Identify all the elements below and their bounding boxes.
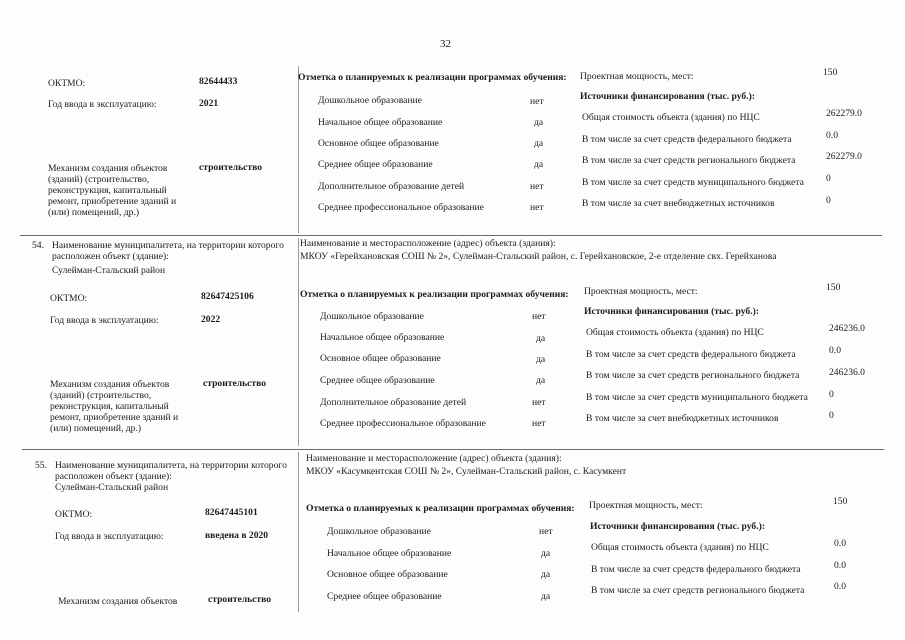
program-mark: нет <box>530 96 544 107</box>
capacity-label: Проектная мощность, мест: <box>580 71 694 82</box>
program-label: Среднее профессиональное образование <box>318 202 484 213</box>
column-divider <box>298 66 299 233</box>
row-divider <box>22 449 884 450</box>
financing-label: В том числе за счет средств муниципального бюджета <box>586 392 808 403</box>
financing-label: В том числе за счет средств регионального бюджета <box>586 370 800 381</box>
object-value: МКОУ «Касумкентская СОШ № 2», Сулейман-Стальский район, с. Касумкент <box>306 466 627 477</box>
record-number: 54. <box>32 240 44 251</box>
financing-value: 262279.0 <box>826 108 862 119</box>
year-value: введена в 2020 <box>205 530 269 541</box>
program-mark: нет <box>539 526 553 537</box>
object-label: Наименование и месторасположение (адрес) объекта (здания): <box>300 238 556 249</box>
financing-value: 262279.0 <box>826 151 862 162</box>
programs-header: Отметка о планируемых к реализации программах обучения: <box>306 503 575 514</box>
financing-label: Общая стоимость объекта (здания) по НЦС <box>582 112 760 123</box>
year-label: Год ввода в эксплуатацию: <box>55 531 164 542</box>
financing-header: Источники финансирования (тыс. руб.): <box>590 521 766 532</box>
financing-value: 246236.0 <box>829 323 865 334</box>
program-mark: да <box>536 333 546 344</box>
program-mark: нет <box>532 418 546 429</box>
program-mark: да <box>536 375 546 386</box>
program-label: Начальное общее образование <box>327 548 452 559</box>
oktmo-label: ОКТМО: <box>48 78 86 89</box>
financing-header: Источники финансирования (тыс. руб.): <box>580 91 756 102</box>
program-mark: да <box>536 354 546 365</box>
financing-label: В том числе за счет средств регионального бюджета <box>591 585 805 596</box>
financing-header: Источники финансирования (тыс. руб.): <box>584 306 760 317</box>
financing-label: В том числе за счет внебюджетных источников <box>586 413 779 424</box>
program-label: Основное общее образование <box>318 138 439 149</box>
financing-label: В том числе за счет средств федерального бюджета <box>582 134 792 145</box>
mechanism-label: Механизм создания объектов (зданий) (строительство, реконструкция, капитальный ремонт, приобретение зданий и (или) помещений, др.) <box>48 163 177 219</box>
capacity-value: 150 <box>823 67 838 78</box>
record-number: 55. <box>35 460 47 471</box>
page-number: 32 <box>440 38 451 50</box>
financing-label: В том числе за счет средств федерального бюджета <box>591 564 801 575</box>
row-divider <box>20 235 882 236</box>
financing-value: 0 <box>826 195 831 206</box>
financing-label: В том числе за счет средств муниципального бюджета <box>582 177 804 188</box>
oktmo-label: ОКТМО: <box>55 509 93 520</box>
municipality-label: Наименование муниципалитета, на территории которого расположен объект (здание): <box>55 460 287 483</box>
oktmo-value: 82647445101 <box>205 507 258 518</box>
programs-header: Отметка о планируемых к реализации программах обучения: <box>300 289 569 300</box>
mechanism-label: Механизм создания объектов (зданий) (строительство, реконструкция, капитальный ремонт, приобретение зданий и (или) помещений, др.) <box>50 379 179 435</box>
municipality-value: Сулейман-Стальский район <box>52 265 166 276</box>
capacity-label: Проектная мощность, мест: <box>589 500 703 511</box>
object-value: МКОУ «Герейхановская СОШ № 2», Сулейман-Стальский район, с. Герейхановское, 2-е отделение свх. Герейханова <box>300 251 777 262</box>
program-mark: нет <box>530 181 544 192</box>
oktmo-label: ОКТМО: <box>50 293 88 304</box>
program-mark: да <box>534 117 544 128</box>
program-mark: нет <box>532 311 546 322</box>
column-divider <box>298 452 299 612</box>
municipality-label: Наименование муниципалитета, на территории которого расположен объект (здание): <box>52 240 284 263</box>
financing-label: В том числе за счет внебюджетных источников <box>582 198 775 209</box>
financing-value: 0.0 <box>834 560 846 571</box>
year-value: 2022 <box>201 314 221 325</box>
financing-value: 246236.0 <box>829 367 865 378</box>
financing-label: В том числе за счет средств федерального бюджета <box>586 349 796 360</box>
financing-value: 0 <box>826 173 831 184</box>
column-divider <box>298 238 299 446</box>
municipality-value: Сулейман-Стальский район <box>55 482 169 493</box>
program-label: Основное общее образование <box>327 569 448 580</box>
program-label: Среднее общее образование <box>327 591 442 602</box>
capacity-value: 150 <box>833 496 848 507</box>
financing-label: Общая стоимость объекта (здания) по НЦС <box>586 327 764 338</box>
program-label: Дополнительное образование детей <box>318 181 465 192</box>
mechanism-value: строительство <box>199 162 263 173</box>
program-mark: нет <box>532 397 546 408</box>
program-mark: нет <box>530 202 544 213</box>
program-label: Начальное общее образование <box>320 332 445 343</box>
program-label: Дошкольное образование <box>320 311 424 322</box>
program-label: Дошкольное образование <box>327 526 431 537</box>
program-mark: да <box>541 548 551 559</box>
program-mark: да <box>541 591 551 602</box>
program-label: Среднее профессиональное образование <box>320 418 486 429</box>
financing-value: 0.0 <box>826 130 838 141</box>
year-label: Год ввода в эксплуатацию: <box>50 315 159 326</box>
capacity-label: Проектная мощность, мест: <box>584 286 698 297</box>
financing-value: 0.0 <box>834 581 846 592</box>
financing-value: 0 <box>829 389 834 400</box>
program-label: Основное общее образование <box>320 353 441 364</box>
object-label: Наименование и месторасположение (адрес) объекта (здания): <box>306 453 562 464</box>
program-mark: да <box>534 138 544 149</box>
program-label: Среднее общее образование <box>318 159 433 170</box>
financing-value: 0.0 <box>834 538 846 549</box>
program-label: Среднее общее образование <box>320 375 435 386</box>
mechanism-label: Механизм создания объектов <box>58 596 178 607</box>
program-label: Начальное общее образование <box>318 117 443 128</box>
program-label: Дошкольное образование <box>318 95 422 106</box>
oktmo-value: 82644433 <box>199 76 238 87</box>
mechanism-value: строительство <box>208 594 272 605</box>
financing-label: В том числе за счет средств регионального бюджета <box>582 155 796 166</box>
programs-header: Отметка о планируемых к реализации программах обучения: <box>298 72 567 83</box>
mechanism-value: строительство <box>203 378 267 389</box>
program-mark: да <box>534 159 544 170</box>
financing-value: 0.0 <box>829 345 841 356</box>
financing-label: Общая стоимость объекта (здания) по НЦС <box>591 542 769 553</box>
oktmo-value: 82647425106 <box>201 291 254 302</box>
financing-value: 0 <box>829 410 834 421</box>
year-value: 2021 <box>199 98 219 109</box>
year-label: Год ввода в эксплуатацию: <box>48 99 157 110</box>
program-mark: да <box>541 569 551 580</box>
capacity-value: 150 <box>826 282 841 293</box>
program-label: Дополнительное образование детей <box>320 397 467 408</box>
